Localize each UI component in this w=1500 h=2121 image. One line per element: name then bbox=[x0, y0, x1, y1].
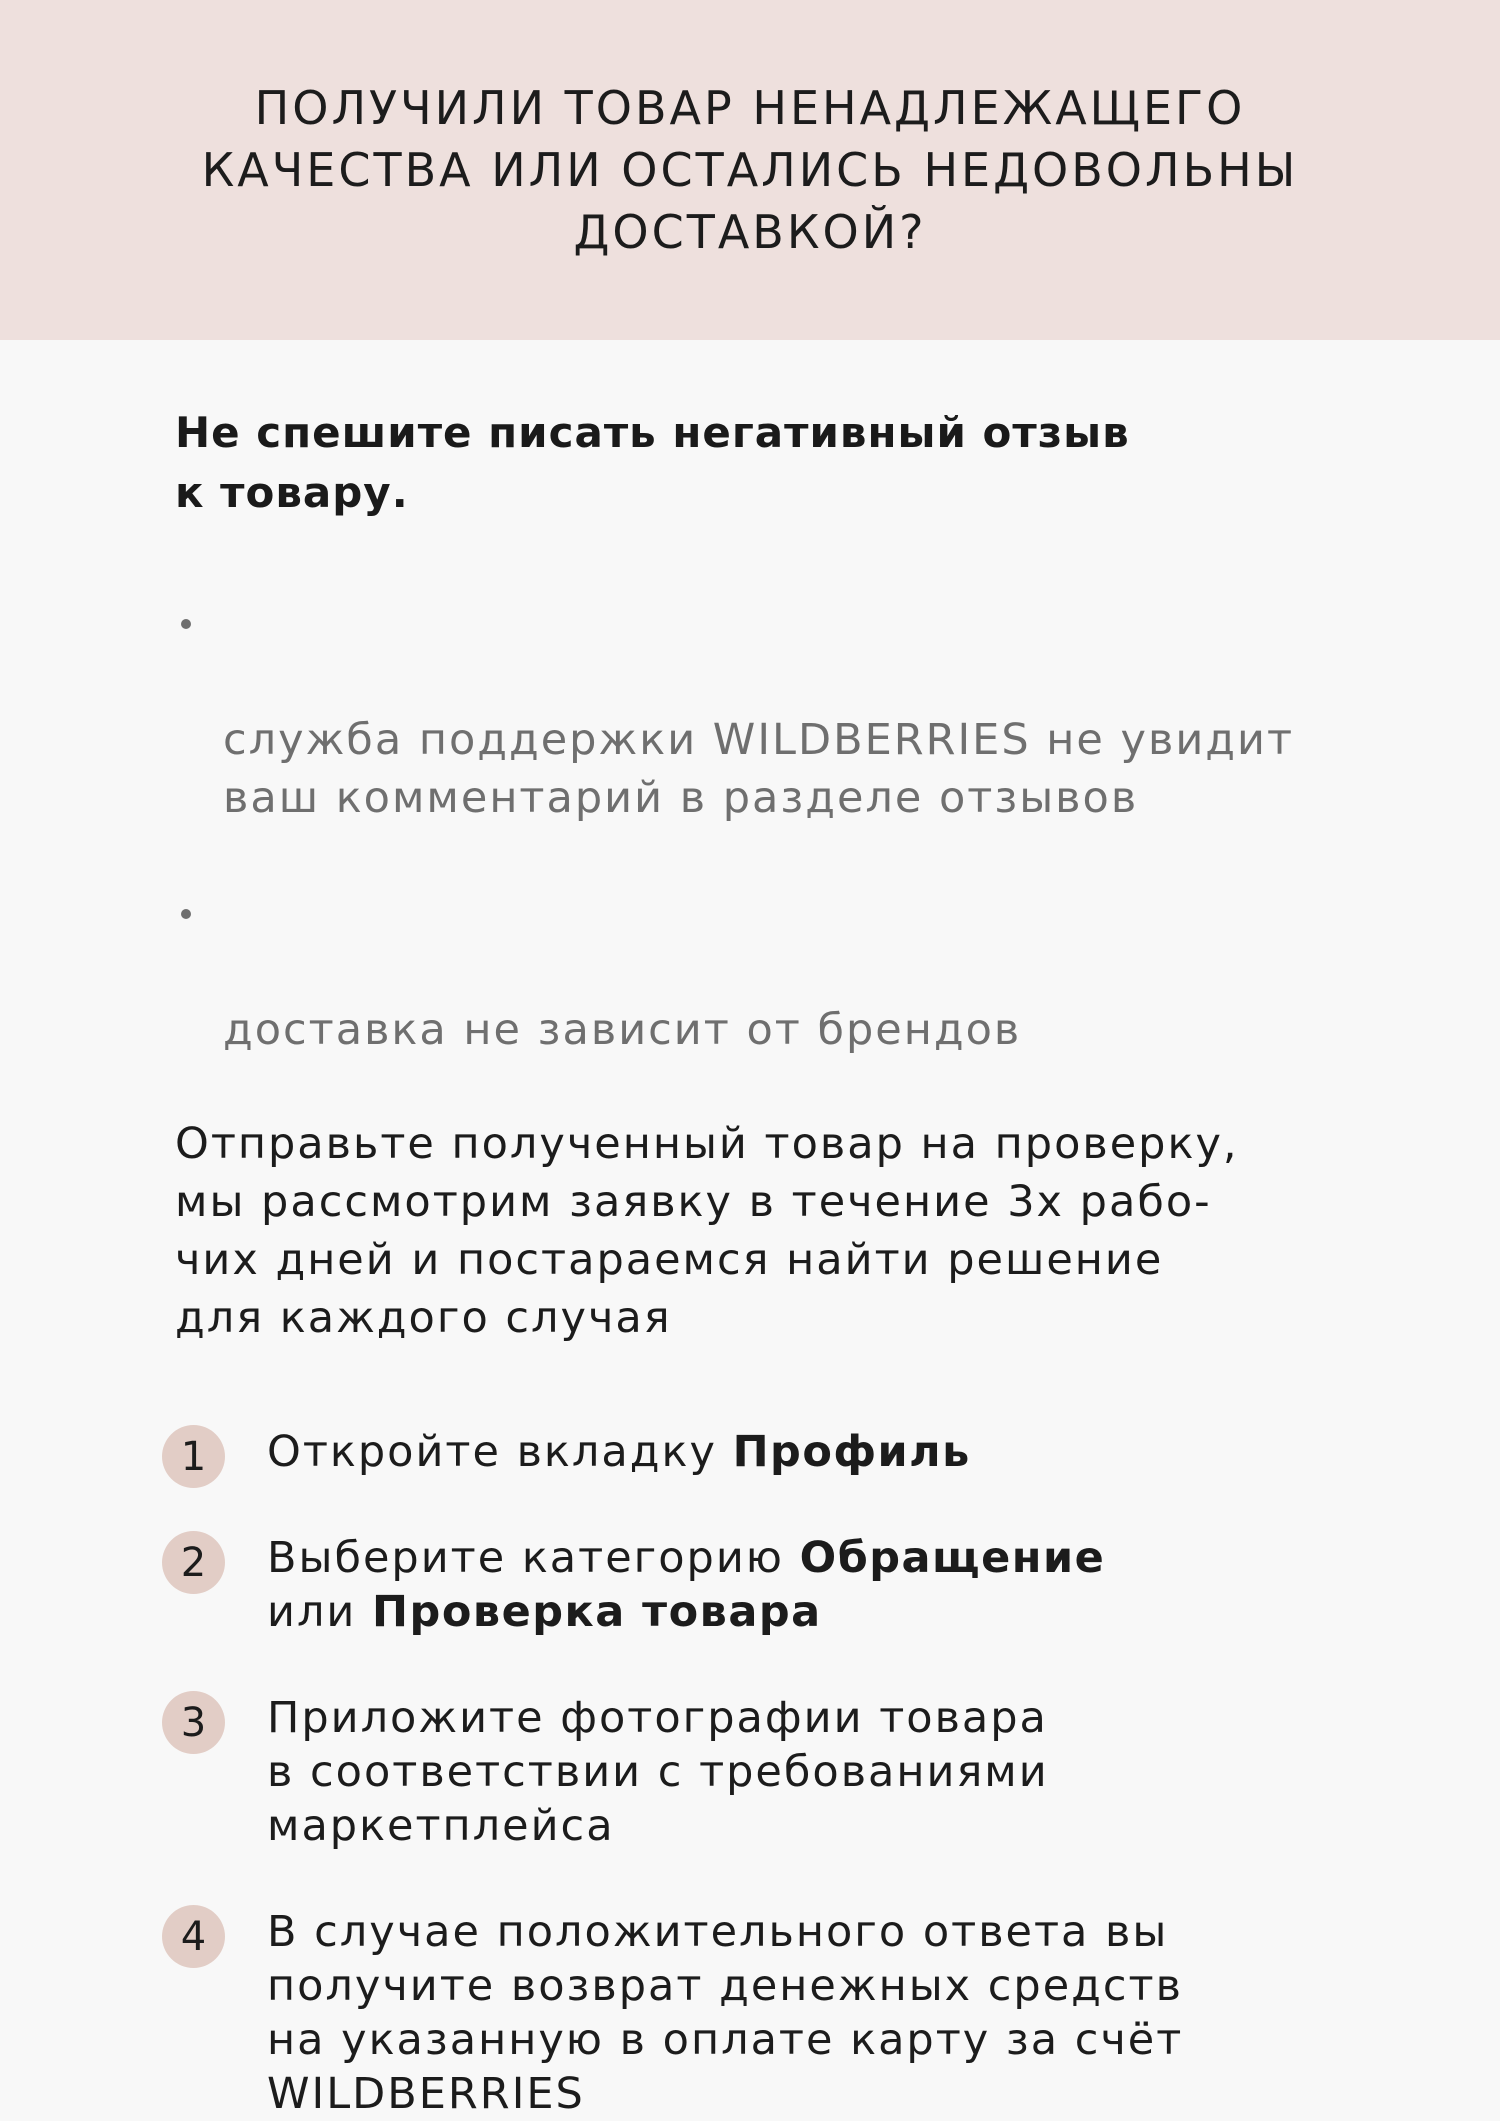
step-1 bbox=[175, 1425, 1325, 1479]
step-text-bold: Обращение bbox=[799, 1533, 1106, 1583]
step-text-plain: Выберите категорию bbox=[267, 1533, 800, 1583]
bullet-dot-icon bbox=[181, 619, 191, 629]
step-number-badge: 3 bbox=[162, 1691, 225, 1754]
step-text-plain: Откройте вкладку bbox=[267, 1427, 733, 1477]
step-number-badge: 4 bbox=[162, 1905, 225, 1968]
page-title: ПОЛУЧИЛИ ТОВАР НЕНАДЛЕЖАЩЕГО КАЧЕСТВА ИЛИ ОСТАЛИСЬ НЕДОВОЛЬНЫ ДОСТАВКОЙ? bbox=[201, 81, 1299, 259]
header-banner bbox=[0, 0, 1500, 340]
step-text: Приложите фотографии товара в соответствии с требованиями маркетплейса bbox=[267, 1693, 1049, 1851]
step-text bbox=[267, 1425, 1325, 1479]
steps-list bbox=[175, 1425, 1325, 2121]
step-text-plain: или bbox=[267, 1587, 357, 1637]
step-text-bold: Профиль bbox=[732, 1427, 971, 1477]
step-3 bbox=[175, 1691, 1325, 1853]
bullet-text: доставка не зависит от брендов bbox=[223, 1005, 1022, 1055]
bullet-item-delivery bbox=[175, 885, 1325, 1059]
step-4 bbox=[175, 1905, 1325, 2121]
bullet-text: служба поддержки WILDBERRIES не увидит ваш комментарий в разделе отзывов bbox=[223, 715, 1295, 823]
step-2 bbox=[175, 1531, 1325, 1639]
step-number-badge: 1 bbox=[162, 1425, 225, 1488]
step-text-bold: Проверка товара bbox=[372, 1587, 822, 1637]
bullet-item-support bbox=[175, 595, 1325, 827]
bullet-list bbox=[175, 595, 1325, 1059]
step-number-badge: 2 bbox=[162, 1531, 225, 1594]
bullet-dot-icon bbox=[181, 909, 191, 919]
main-content bbox=[0, 403, 1500, 2121]
instructions-paragraph: Отправьте полученный товар на проверку, мы рассмотрим заявку в течение 3х рабо- чих дней и постараемся найти решение для каждого случая bbox=[175, 1119, 1239, 1343]
step-text bbox=[267, 1531, 1325, 1639]
step-text: В случае положительного ответа вы получите возврат денежных средств на указанную в оплате карту за счёт WILDBERRIES bbox=[267, 1907, 1184, 2119]
intro-heading: Не спешите писать негативный отзыв к товару. bbox=[175, 408, 1130, 517]
